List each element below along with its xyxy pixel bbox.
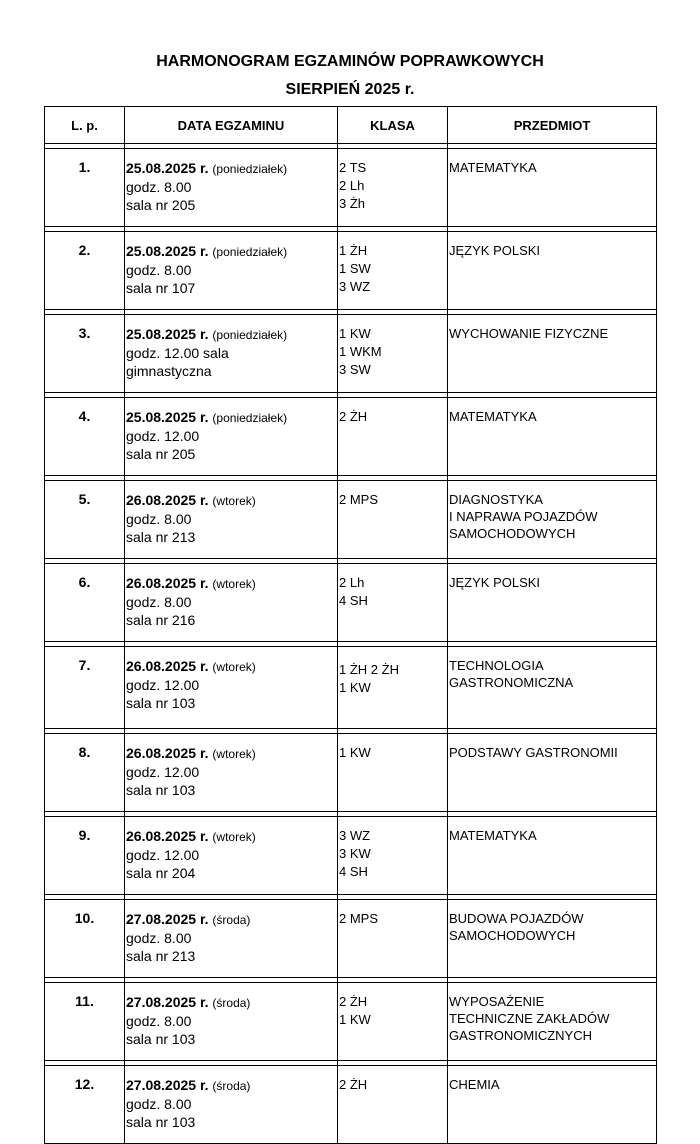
cell-klasa (338, 1066, 448, 1144)
class-code: 2 MPS (339, 911, 379, 926)
class-code: 1 KW (339, 680, 371, 695)
exam-room: sala nr 216 (126, 612, 196, 628)
exam-schedule-table (44, 106, 657, 1144)
exam-weekday: (środa) (212, 913, 251, 927)
exam-time: godz. 8.00 (126, 1096, 192, 1112)
cell-data-egzaminu (125, 315, 338, 393)
table-row (45, 900, 657, 978)
exam-time: godz. 8.00 (126, 594, 192, 610)
exam-date: 27.08.2025 r. (126, 911, 209, 927)
exam-date-line (126, 491, 337, 510)
cell-data-egzaminu (125, 1066, 338, 1144)
cell-lp: 3. (45, 315, 125, 393)
class-code: 4 SH (339, 864, 368, 879)
class-code: 1 WKM (339, 344, 382, 359)
exam-date: 26.08.2025 r. (126, 492, 209, 508)
exam-time: godz. 12.00 (126, 847, 200, 863)
class-code: 1 KW (339, 326, 371, 341)
exam-time: godz. 8.00 (126, 930, 192, 946)
subject-name: BUDOWA POJAZDÓW (449, 911, 584, 926)
cell-klasa (338, 564, 448, 642)
exam-weekday: (poniedziałek) (212, 411, 288, 425)
exam-weekday: (wtorek) (212, 577, 256, 591)
exam-room: sala nr 213 (126, 529, 196, 545)
cell-data-egzaminu (125, 481, 338, 559)
table-row (45, 232, 657, 310)
class-code: 3 Żh (339, 196, 366, 211)
cell-data-egzaminu (125, 564, 338, 642)
header-klasa: KLASA (338, 107, 448, 144)
cell-przedmiot (448, 647, 657, 729)
class-code: 1 ŻH 2 ŻH (339, 662, 399, 677)
exam-date-line (126, 910, 337, 929)
subject-name: MATEMATYKA (449, 409, 537, 424)
exam-weekday: (poniedziałek) (212, 162, 288, 176)
exam-date-line (126, 993, 337, 1012)
subject-name: TECHNOLOGIA (449, 658, 544, 673)
subject-name: WYPOSAŻENIE (449, 994, 545, 1009)
class-code: 2 ŻH (339, 994, 368, 1009)
exam-time: godz. 12.00 (126, 764, 200, 780)
exam-room: sala nr 103 (126, 695, 196, 711)
cell-przedmiot (448, 1066, 657, 1144)
class-code: 2 Lh (339, 178, 365, 193)
exam-date: 26.08.2025 r. (126, 658, 209, 674)
exam-room: sala nr 107 (126, 280, 196, 296)
subject-name: DIAGNOSTYKA (449, 492, 543, 507)
exam-time: godz. 8.00 (126, 511, 192, 527)
exam-weekday: (środa) (212, 996, 251, 1010)
cell-przedmiot (448, 149, 657, 227)
cell-lp: 10. (45, 900, 125, 978)
header-data-egzaminu: DATA EGZAMINU (125, 107, 338, 144)
class-code: 2 Lh (339, 575, 365, 590)
exam-date-line (126, 1076, 337, 1095)
exam-date-line (126, 574, 337, 593)
exam-room: sala nr 103 (126, 1031, 196, 1047)
exam-date-line (126, 657, 337, 676)
subject-name: JĘZYK POLSKI (449, 243, 541, 258)
exam-time: godz. 8.00 (126, 1013, 192, 1029)
exam-weekday: (wtorek) (212, 830, 256, 844)
cell-klasa (338, 398, 448, 476)
cell-lp: 12. (45, 1066, 125, 1144)
cell-przedmiot (448, 315, 657, 393)
table-row (45, 734, 657, 812)
class-code: 3 WZ (339, 828, 371, 843)
document-title: HARMONOGRAM EGZAMINÓW POPRAWKOWYCH (156, 53, 544, 70)
cell-data-egzaminu (125, 734, 338, 812)
cell-lp: 11. (45, 983, 125, 1061)
table-row (45, 983, 657, 1061)
exam-date-line (126, 325, 337, 344)
subject-name: PODSTAWY GASTRONOMII (449, 745, 618, 760)
subject-name: SAMOCHODOWYCH (449, 526, 576, 541)
exam-room: gimnastyczna (126, 363, 212, 379)
table-row (45, 1066, 657, 1144)
exam-room: sala nr 205 (126, 197, 196, 213)
cell-data-egzaminu (125, 149, 338, 227)
class-code: 2 ŻH (339, 409, 368, 424)
exam-weekday: (wtorek) (212, 494, 256, 508)
exam-room: sala nr 103 (126, 782, 196, 798)
exam-weekday: (środa) (212, 1079, 251, 1093)
exam-date-line (126, 242, 337, 261)
class-code: 1 KW (339, 745, 371, 760)
cell-przedmiot (448, 564, 657, 642)
exam-room: sala nr 204 (126, 865, 196, 881)
cell-data-egzaminu (125, 232, 338, 310)
cell-klasa (338, 232, 448, 310)
cell-przedmiot (448, 983, 657, 1061)
cell-przedmiot (448, 481, 657, 559)
class-code: 2 ŻH (339, 1077, 368, 1092)
class-code: 3 WZ (339, 279, 371, 294)
cell-lp: 5. (45, 481, 125, 559)
class-code: 1 KW (339, 1012, 371, 1027)
table-row (45, 817, 657, 895)
exam-room: sala nr 103 (126, 1114, 196, 1130)
cell-klasa (338, 647, 448, 729)
exam-weekday: (wtorek) (212, 660, 256, 674)
table-row (45, 481, 657, 559)
subject-name: MATEMATYKA (449, 160, 537, 175)
cell-lp: 9. (45, 817, 125, 895)
header-lp: L. p. (45, 107, 125, 144)
exam-time: godz. 12.00 (126, 428, 200, 444)
exam-date: 27.08.2025 r. (126, 994, 209, 1010)
exam-weekday: (poniedziałek) (212, 245, 288, 259)
header-przedmiot: PRZEDMIOT (448, 107, 657, 144)
class-code: 1 ŻH (339, 243, 368, 258)
exam-weekday: (wtorek) (212, 747, 256, 761)
exam-time: godz. 12.00 sala (126, 345, 229, 361)
exam-room: sala nr 205 (126, 446, 196, 462)
exam-room: sala nr 213 (126, 948, 196, 964)
exam-time: godz. 8.00 (126, 262, 192, 278)
subject-name: GASTRONOMICZNA (449, 675, 574, 690)
class-code: 3 KW (339, 846, 371, 861)
class-code: 2 MPS (339, 492, 379, 507)
cell-lp: 2. (45, 232, 125, 310)
exam-date-line (126, 744, 337, 763)
exam-date: 25.08.2025 r. (126, 243, 209, 259)
cell-lp: 6. (45, 564, 125, 642)
subject-name: SAMOCHODOWYCH (449, 928, 576, 943)
class-code: 3 SW (339, 362, 371, 377)
cell-klasa (338, 315, 448, 393)
subject-name: GASTRONOMICZNYCH (449, 1028, 592, 1043)
cell-data-egzaminu (125, 817, 338, 895)
cell-lp: 4. (45, 398, 125, 476)
exam-date: 27.08.2025 r. (126, 1077, 209, 1093)
table-row (45, 149, 657, 227)
class-code: 1 SW (339, 261, 371, 276)
cell-przedmiot (448, 817, 657, 895)
cell-klasa (338, 900, 448, 978)
exam-date: 26.08.2025 r. (126, 575, 209, 591)
cell-klasa (338, 481, 448, 559)
cell-lp: 1. (45, 149, 125, 227)
exam-date: 26.08.2025 r. (126, 745, 209, 761)
table-row (45, 647, 657, 729)
exam-date: 25.08.2025 r. (126, 160, 209, 176)
subject-name: JĘZYK POLSKI (449, 575, 541, 590)
exam-date: 25.08.2025 r. (126, 409, 209, 425)
cell-klasa (338, 983, 448, 1061)
header-row (45, 107, 657, 144)
cell-data-egzaminu (125, 983, 338, 1061)
subject-name: I NAPRAWA POJAZDÓW (449, 509, 598, 524)
cell-lp: 7. (45, 647, 125, 729)
table-row (45, 315, 657, 393)
exam-date-line (126, 827, 337, 846)
exam-date: 26.08.2025 r. (126, 828, 209, 844)
exam-date-line (126, 159, 337, 178)
class-code: 4 SH (339, 593, 368, 608)
cell-data-egzaminu (125, 900, 338, 978)
cell-przedmiot (448, 900, 657, 978)
cell-przedmiot (448, 734, 657, 812)
document-subtitle: SIERPIEŃ 2025 r. (285, 81, 415, 98)
cell-data-egzaminu (125, 647, 338, 729)
exam-time: godz. 12.00 (126, 677, 200, 693)
table-row (45, 398, 657, 476)
table-row (45, 564, 657, 642)
class-code: 2 TS (339, 160, 367, 175)
subject-name: TECHNICZNE ZAKŁADÓW (449, 1011, 610, 1026)
cell-klasa (338, 149, 448, 227)
cell-przedmiot (448, 232, 657, 310)
exam-time: godz. 8.00 (126, 179, 192, 195)
cell-klasa (338, 817, 448, 895)
subject-name: MATEMATYKA (449, 828, 537, 843)
subject-name: WYCHOWANIE FIZYCZNE (449, 326, 609, 341)
exam-date-line (126, 408, 337, 427)
cell-data-egzaminu (125, 398, 338, 476)
cell-przedmiot (448, 398, 657, 476)
cell-lp: 8. (45, 734, 125, 812)
subject-name: CHEMIA (449, 1077, 500, 1092)
exam-date: 25.08.2025 r. (126, 326, 209, 342)
exam-weekday: (poniedziałek) (212, 328, 288, 342)
cell-klasa (338, 734, 448, 812)
